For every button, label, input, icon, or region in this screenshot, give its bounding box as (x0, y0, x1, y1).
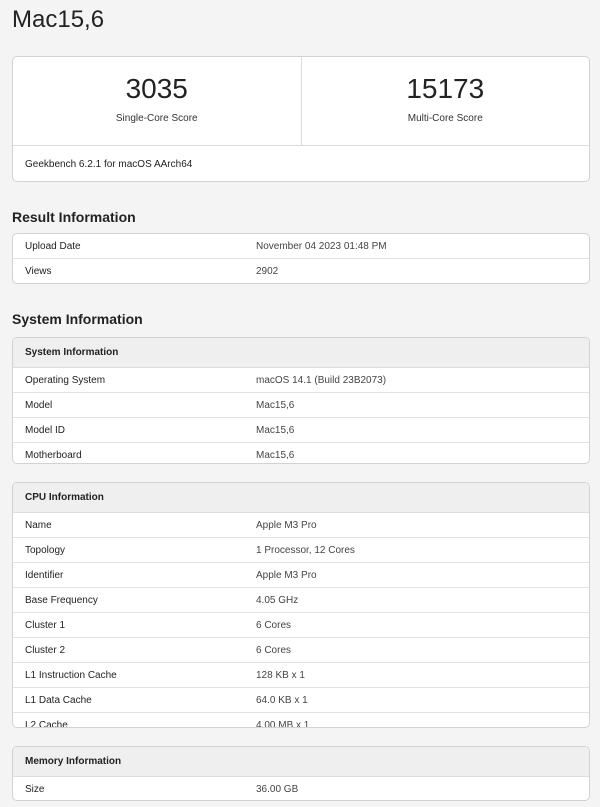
table-row (13, 687, 589, 712)
table-row (13, 562, 589, 587)
table-row (13, 368, 589, 392)
row-key: Model ID (25, 424, 66, 436)
table-row (13, 612, 589, 637)
row-key: Views (25, 265, 52, 277)
table-row (13, 637, 589, 662)
row-value: Mac15,6 (256, 449, 295, 461)
result-row-views (13, 258, 589, 283)
row-value: 128 KB x 1 (256, 669, 305, 681)
row-key: Cluster 1 (25, 619, 66, 631)
row-value: 4.00 MB x 1 (256, 719, 310, 728)
row-key: Topology (25, 544, 66, 556)
row-value: 4.05 GHz (256, 594, 299, 606)
system-information-heading: System Information (12, 311, 143, 327)
result-information-table (12, 233, 590, 284)
cpu-information-header: CPU Information (13, 483, 589, 513)
row-value: macOS 14.1 (Build 23B2073) (256, 374, 387, 386)
score-card (12, 56, 590, 182)
single-core-score-value: 3035 (125, 73, 188, 104)
geekbench-version: Geekbench 6.2.1 for macOS AArch64 (25, 159, 193, 170)
system-information-table (12, 337, 590, 464)
row-value: 64.0 KB x 1 (256, 694, 308, 706)
table-row (13, 587, 589, 612)
multi-core-score-label: Multi-Core Score (407, 113, 483, 124)
page-title: Mac15,6 (12, 6, 105, 33)
row-value: 6 Cores (256, 619, 292, 631)
row-value: Mac15,6 (256, 399, 295, 411)
row-value: November 04 2023 01:48 PM (256, 240, 387, 252)
scores-row (13, 57, 589, 146)
memory-information-header: Memory Information (13, 747, 589, 777)
row-key: Model (25, 399, 53, 411)
memory-rows (13, 777, 589, 801)
table-row (13, 513, 589, 537)
row-value: 36.00 GB (256, 783, 299, 795)
row-key: Operating System (25, 374, 106, 386)
row-key: L2 Cache (25, 719, 68, 728)
table-row (13, 777, 589, 801)
row-key: Identifier (25, 569, 64, 581)
table-row (13, 392, 589, 417)
cpu-information-table (12, 482, 590, 728)
row-key: Size (25, 783, 45, 795)
table-row (13, 417, 589, 442)
result-information-heading: Result Information (12, 209, 136, 225)
row-key: L1 Instruction Cache (25, 669, 117, 681)
row-value: 6 Cores (256, 644, 292, 656)
multi-core-score-value: 15173 (406, 73, 485, 104)
table-row (13, 442, 589, 464)
table-row (13, 537, 589, 562)
row-value: Mac15,6 (256, 424, 295, 436)
table-row (13, 712, 589, 728)
row-key: Name (25, 519, 52, 531)
row-key: Upload Date (25, 240, 81, 252)
system-rows (13, 368, 589, 464)
system-information-header: System Information (13, 338, 589, 368)
row-key: Cluster 2 (25, 644, 66, 656)
row-key: Base Frequency (25, 594, 98, 606)
row-key: Motherboard (25, 449, 82, 461)
row-value: 1 Processor, 12 Cores (256, 544, 355, 556)
memory-information-table (12, 746, 590, 801)
cpu-rows (13, 513, 589, 728)
row-key: L1 Data Cache (25, 694, 92, 706)
row-value: Apple M3 Pro (256, 519, 317, 531)
table-row (13, 662, 589, 687)
multi-core-score (301, 57, 590, 145)
row-value: Apple M3 Pro (256, 569, 317, 581)
result-row-upload-date (13, 234, 589, 258)
row-value: 2902 (256, 265, 279, 277)
single-core-score-label: Single-Core Score (115, 113, 198, 124)
single-core-score (13, 57, 301, 145)
